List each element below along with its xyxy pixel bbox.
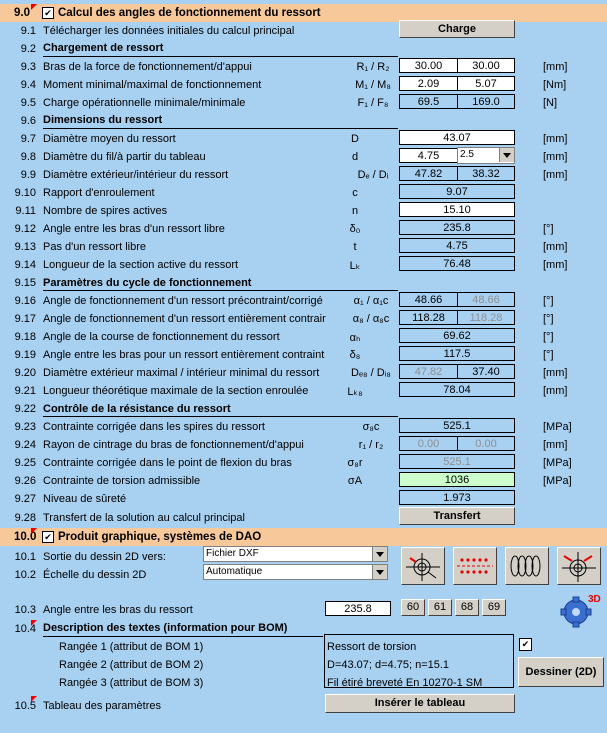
pitch-value: 4.75 — [399, 238, 515, 253]
angle-preset-60[interactable]: 60 — [401, 599, 425, 616]
badge-3d-label: 3D — [588, 594, 601, 605]
row-number: 9.10 — [14, 187, 36, 199]
angle-preset-61[interactable]: 61 — [428, 599, 452, 616]
symbol: Lₖ₈ — [347, 386, 363, 398]
unit: [MPa] — [543, 475, 572, 487]
row-label: Sortie du dessin 2D vers: — [43, 551, 166, 563]
section-number: 10.0 — [14, 531, 37, 543]
row-label: Angle entre les bras du ressort — [43, 604, 193, 616]
row-number: 9.4 — [20, 79, 36, 91]
row-number: 9.26 — [14, 475, 36, 487]
symbol: δ₀ — [349, 223, 361, 235]
section-checkbox[interactable]: ✔ — [42, 7, 54, 19]
row-number: 9.25 — [14, 457, 36, 469]
row-number: 9.17 — [14, 313, 36, 325]
unit: [mm] — [543, 439, 568, 451]
symbol: n — [351, 205, 359, 217]
unit: [mm] — [543, 241, 568, 253]
row-label: Échelle du dessin 2D — [43, 569, 147, 581]
scale-select-value: Automatique — [206, 566, 263, 577]
preload-angle-value: 48.66 — [399, 292, 458, 307]
bom-row-1-text[interactable]: Ressort de torsion — [327, 641, 417, 653]
row-number: 10.3 — [14, 604, 36, 616]
symbol: c — [352, 187, 358, 199]
chevron-down-icon[interactable] — [372, 565, 387, 579]
cad-3d-icon[interactable] — [558, 590, 604, 630]
row-number: 9.28 — [14, 512, 36, 524]
divider — [43, 128, 398, 129]
row-label: Nombre de spires actives — [43, 205, 168, 217]
active-length-value: 76.48 — [399, 256, 515, 271]
section-checkbox[interactable]: ✔ — [42, 531, 54, 543]
divider — [43, 290, 398, 291]
draw-2d-button[interactable]: Dessiner (2D) — [518, 657, 604, 687]
row-label: Tableau des paramètres — [43, 700, 162, 712]
winding-ratio-value: 9.07 — [399, 184, 515, 199]
row-number: 9.19 — [14, 349, 36, 361]
section-title: Produit graphique, systèmes de DAO — [58, 531, 262, 543]
symbol: α₁ / α₁c — [353, 295, 389, 307]
row-number: 9.15 — [14, 277, 36, 289]
full-angle-corrected: 118.28 — [457, 310, 515, 325]
active-coils-input[interactable]: 15.10 — [399, 202, 515, 217]
section-label: Dimensions du ressort — [43, 114, 163, 126]
coil-stress-value: 525.1 — [399, 418, 515, 433]
section-9-header — [0, 4, 607, 22]
divider — [43, 56, 398, 57]
bend-radius-work: 0.00 — [399, 436, 458, 451]
scale-select[interactable] — [203, 564, 388, 580]
row-label: Longueur de la section active du ressort — [43, 259, 239, 271]
spring-side-view-button[interactable] — [453, 547, 497, 585]
max-coiled-length-value: 78.04 — [399, 382, 515, 397]
row-number: 10.4 — [14, 623, 36, 635]
row-label: Diamètre du fil/à partir du tableau — [43, 151, 206, 163]
spring-angle-view-button[interactable] — [557, 547, 601, 585]
row-label: Angle de fonctionnement d'un ressort précontraint/corrigé — [43, 295, 323, 307]
arm-work-input[interactable]: 30.00 — [399, 58, 458, 73]
allowable-stress-input[interactable]: 1036 — [399, 472, 515, 487]
symbol: r₁ / r₂ — [358, 439, 384, 451]
comment-marker — [31, 696, 37, 702]
row-number: 9.3 — [20, 61, 36, 73]
min-inner-diameter: 37.40 — [457, 364, 515, 379]
angle-preset-69[interactable]: 69 — [482, 599, 506, 616]
symbol: σA — [347, 475, 363, 487]
row-number: 9.6 — [20, 115, 36, 127]
row-number: 10.5 — [14, 700, 36, 712]
symbol: t — [353, 241, 357, 253]
row-label: Diamètre extérieur maximal / intérieur minimal du ressort — [43, 367, 320, 379]
unit: [mm] — [543, 259, 568, 271]
bom-checkbox[interactable]: ✔ — [519, 638, 532, 651]
loaded-angle-value: 117.5 — [399, 346, 515, 361]
wire-table-select[interactable] — [457, 147, 515, 164]
bom-row-3-text[interactable]: Fil étiré breveté En 10270-1 SM — [327, 677, 483, 689]
unit: [°] — [543, 223, 554, 235]
row-number: 9.21 — [14, 385, 36, 397]
symbol: Dₑ₈ / Dᵢ₈ — [351, 367, 391, 379]
row-label: Télécharger les données initiales du calcul principal — [43, 25, 295, 37]
moment-min-input[interactable]: 2.09 — [399, 76, 458, 91]
row-label: Charge opérationnelle minimale/minimale — [43, 97, 246, 109]
wire-diameter-input[interactable]: 4.75 — [399, 148, 458, 163]
symbol: αₕ — [349, 332, 361, 344]
bom-row-3-label: Rangée 3 (attribut de BOM 3) — [59, 677, 204, 689]
safety-level-value: 1.973 — [399, 490, 515, 505]
spring-side-icon — [454, 548, 496, 584]
unit: [mm] — [543, 133, 568, 145]
row-label: Rapport d'enroulement — [43, 187, 155, 199]
row-number: 9.2 — [20, 43, 36, 55]
bend-stress-value: 525.1 — [399, 454, 515, 469]
output-select-value: Fichier DXF — [206, 548, 259, 559]
symbol: M₁ / M₈ — [355, 79, 391, 91]
symbol: D — [351, 133, 359, 145]
unit: [°] — [543, 349, 554, 361]
spring-coil-view-button[interactable] — [505, 547, 549, 585]
section-number: 9.0 — [14, 7, 30, 19]
unit: [mm] — [543, 385, 568, 397]
unit: [°] — [543, 295, 554, 307]
row-number: 9.14 — [14, 259, 36, 271]
unit: [mm] — [543, 169, 568, 181]
unit: [N] — [543, 97, 558, 109]
load-max-value: 169.0 — [457, 94, 515, 109]
row-number: 9.18 — [14, 331, 36, 343]
symbol: R₁ / R₂ — [356, 61, 390, 73]
row-label: Bras de la force de fonctionnement/d'appui — [43, 61, 252, 73]
row-number: 9.5 — [20, 97, 36, 109]
symbol: d — [351, 151, 359, 163]
row-label: Angle entre les bras pour un ressort entièrement contraint — [43, 349, 325, 361]
unit: [MPa] — [543, 457, 572, 469]
row-number: 9.27 — [14, 493, 36, 505]
load-min-value: 69.5 — [399, 94, 458, 109]
row-number: 9.16 — [14, 295, 36, 307]
spring-front-view-button[interactable] — [401, 547, 445, 585]
symbol: δ₈ — [349, 349, 361, 361]
max-outer-diameter: 47.82 — [399, 364, 458, 379]
symbol: σ₈c — [362, 421, 380, 433]
transfert-button[interactable]: Transfert — [399, 507, 515, 525]
moment-max-input[interactable]: 5.07 — [457, 76, 515, 91]
unit: [mm] — [543, 61, 568, 73]
row-number: 9.22 — [14, 403, 36, 415]
full-angle-value: 118.28 — [399, 310, 458, 325]
row-number: 9.7 — [20, 133, 36, 145]
section-label: Paramètres du cycle de fonctionnement — [43, 277, 252, 289]
section-label: Chargement de ressort — [43, 42, 164, 54]
bom-row-2-label: Rangée 2 (attribut de BOM 2) — [59, 659, 204, 671]
bom-row-2-text[interactable]: D=43.07; d=4.75; n=15.1 — [327, 659, 450, 671]
section-title: Calcul des angles de fonctionnement du ressort — [58, 7, 321, 19]
comment-marker — [31, 528, 37, 534]
section-10-header — [0, 528, 607, 546]
row-label: Longueur théorétique maximale de la section enroulée — [43, 385, 309, 397]
chevron-down-icon[interactable] — [499, 148, 514, 162]
free-angle-value: 235.8 — [399, 220, 515, 235]
row-number: 9.23 — [14, 421, 36, 433]
row-label: Contrainte corrigée dans les spires du ressort — [43, 421, 265, 433]
row-label: Rayon de cintrage du bras de fonctionnement/d'appui — [43, 439, 304, 451]
inner-diameter-value: 38.32 — [457, 166, 515, 181]
row-label: Diamètre moyen du ressort — [43, 133, 176, 145]
row-label: Angle entre les bras d'un ressort libre — [43, 223, 225, 235]
row-label: Niveau de sûreté — [43, 493, 127, 505]
row-label: Diamètre extérieur/intérieur du ressort — [43, 169, 229, 181]
gear-icon — [558, 590, 604, 630]
row-number: 9.1 — [20, 25, 36, 37]
spring-angle-icon — [558, 548, 600, 584]
section-label: Description des textes (information pour BOM) — [43, 622, 288, 634]
row-label: Contrainte corrigée dans le point de flexion du bras — [43, 457, 292, 469]
row-number: 9.12 — [14, 223, 36, 235]
mean-diameter-input[interactable]: 43.07 — [399, 130, 515, 145]
row-number: 9.24 — [14, 439, 36, 451]
row-label: Pas d'un ressort libre — [43, 241, 146, 253]
symbol: F₁ / F₈ — [357, 97, 389, 109]
row-number: 10.1 — [14, 551, 36, 563]
bom-row-1-label: Rangée 1 (attribut de BOM 1) — [59, 641, 204, 653]
comment-marker — [31, 4, 37, 10]
unit: [°] — [543, 331, 554, 343]
row-label: Moment minimal/maximal de fonctionnement — [43, 79, 262, 91]
row-number: 9.11 — [15, 205, 36, 217]
stroke-angle-value: 69.62 — [399, 328, 515, 343]
preload-angle-corrected: 48.66 — [457, 292, 515, 307]
unit: [MPa] — [543, 421, 572, 433]
symbol: Lₖ — [349, 260, 361, 272]
row-label: Contrainte de torsion admissible — [43, 475, 201, 487]
row-number: 10.2 — [14, 569, 36, 581]
bend-radius-support: 0.00 — [457, 436, 515, 451]
chevron-down-icon[interactable] — [372, 547, 387, 561]
divider — [43, 416, 398, 417]
symbol: α₈ / α₈c — [352, 313, 390, 325]
symbol: σ₈r — [347, 457, 363, 469]
arm-support-input[interactable]: 30.00 — [457, 58, 515, 73]
spring-front-icon — [402, 548, 444, 584]
unit: [°] — [543, 313, 554, 325]
unit: [mm] — [543, 151, 568, 163]
row-number: 9.9 — [20, 169, 36, 181]
comment-marker — [31, 620, 37, 626]
wire-table-value: 2.5 — [460, 149, 474, 160]
output-select[interactable] — [203, 546, 388, 562]
unit: [Nm] — [543, 79, 567, 91]
row-label: Transfert de la solution au calcul principal — [43, 512, 245, 524]
row-number: 9.13 — [14, 241, 36, 253]
row-number: 9.8 — [20, 151, 36, 163]
row-number: 9.20 — [14, 367, 36, 379]
insert-table-button[interactable]: Insérer le tableau — [325, 694, 515, 713]
row-label: Angle de fonctionnement d'un ressort entièrement contrair — [43, 313, 326, 325]
angle-preset-68[interactable]: 68 — [455, 599, 479, 616]
charge-button[interactable]: Charge — [399, 20, 515, 38]
spring-coil-icon — [506, 548, 548, 584]
arm-angle-input[interactable]: 235.8 — [325, 601, 391, 616]
unit: [mm] — [543, 367, 568, 379]
section-label: Contrôle de la résistance du ressort — [43, 403, 231, 415]
symbol: Dₑ / Dᵢ — [357, 169, 389, 181]
divider — [43, 636, 323, 637]
outer-diameter-value: 47.82 — [399, 166, 458, 181]
row-label: Angle de la course de fonctionnement du ressort — [43, 331, 280, 343]
